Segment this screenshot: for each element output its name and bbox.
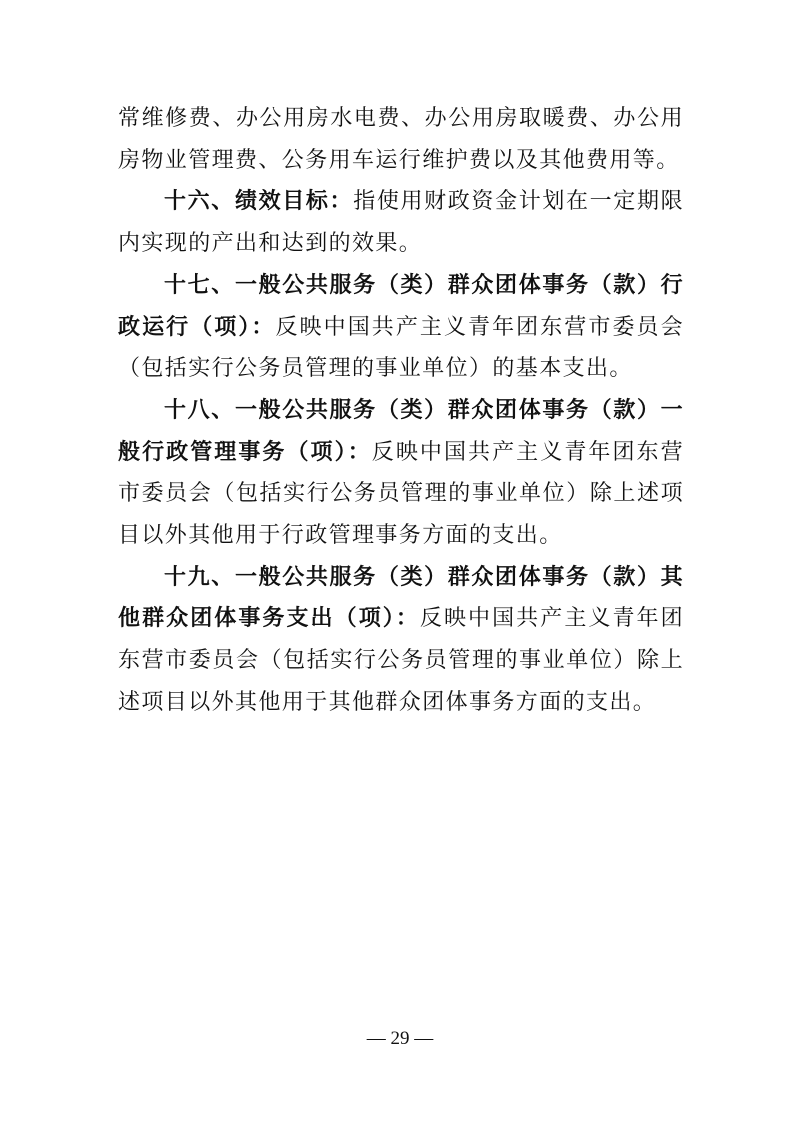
paragraph-heading: 十六、绩效目标： — [164, 189, 354, 215]
paragraph-continued — [118, 98, 684, 181]
paragraph-item-19 — [118, 557, 684, 724]
paragraph-item-18 — [118, 390, 684, 557]
paragraph-text: 指使用财政资金计划在一定期限内实现的产出和达到的效果。 — [118, 189, 684, 257]
paragraph-item-16 — [118, 181, 684, 264]
paragraph-text: 常维修费、办公用房水电费、办公用房取暖费、办公用房物业管理费、公务用车运行维护费以及其他费用等。 — [118, 106, 684, 173]
paragraph-heading: 十七、一般公共服务（类）群众团体事务（款）行政运行（项）： — [118, 272, 684, 340]
paragraph-heading: 十八、一般公共服务（类）群众团体事务（款）一般行政管理事务（项）： — [118, 397, 684, 465]
page-number: — 29 — — [366, 1028, 434, 1049]
document-body — [118, 98, 684, 724]
paragraph-text: 反映中国共产主义青年团东营市委员会（包括实行公务员管理的事业单位）除上述项目以外其他用于其他群众团体事务方面的支出。 — [118, 606, 684, 715]
paragraph-text: 反映中国共产主义青年团东营市委员会（包括实行公务员管理的事业单位）的基本支出。 — [118, 314, 684, 382]
paragraph-heading: 十九、一般公共服务（类）群众团体事务（款）其他群众团体事务支出（项）： — [118, 564, 684, 632]
paragraph-item-17 — [118, 265, 684, 390]
paragraph-text: 反映中国共产主义青年团东营市委员会（包括实行公务员管理的事业单位）除上述项目以外其他用于行政管理事务方面的支出。 — [118, 439, 684, 549]
